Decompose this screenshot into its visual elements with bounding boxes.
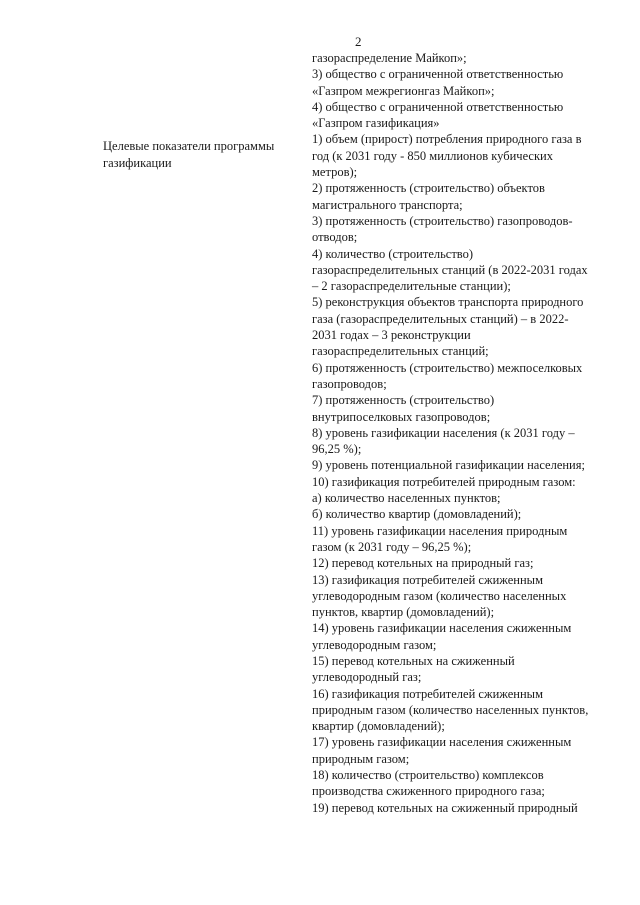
- list-line: 3) общество с ограниченной ответственностью: [312, 67, 564, 82]
- list-line: «Газпром межрегионгаз Майкоп»;: [312, 83, 495, 98]
- list-line: б) количество квартир (домовладений);: [312, 507, 522, 522]
- list-line: метров);: [312, 165, 358, 180]
- list-line: газа (газораспределительных станций) – в 2022-: [312, 311, 569, 326]
- list-line: внутрипоселковых газопроводов;: [312, 409, 491, 424]
- list-line: 10) газификация потребителей природным газом:: [312, 474, 576, 489]
- list-line: пунктов, квартир (домовладений);: [312, 605, 495, 620]
- list-line: 5) реконструкция объектов транспорта природного: [312, 295, 584, 310]
- list-line: 2) протяженность (строительство) объектов: [312, 181, 545, 196]
- list-line: 19) перевод котельных на сжиженный природный: [312, 800, 578, 815]
- target-indicators-list: [312, 50, 602, 816]
- list-line: 12) перевод котельных на природный газ;: [312, 556, 534, 571]
- target-indicators-label: [103, 138, 293, 172]
- list-line: 14) уровень газификации населения сжиженным: [312, 621, 572, 636]
- list-line: 3) протяженность (строительство) газопроводов-: [312, 213, 573, 228]
- page-number: 2: [355, 34, 362, 49]
- list-line: газораспределение Майкоп»;: [312, 51, 467, 65]
- list-line: 8) уровень газификации населения (к 2031 году –: [312, 425, 575, 440]
- list-line: газопроводов;: [312, 376, 387, 391]
- list-line: 4) количество (строительство): [312, 246, 474, 261]
- list-line: год (к 2031 году - 850 миллионов кубических: [312, 148, 553, 163]
- list-line: квартир (домовладений);: [312, 719, 445, 734]
- list-line: углеводородный газ;: [312, 670, 422, 685]
- list-line: природным газом;: [312, 751, 410, 766]
- list-line: 96,25 %);: [312, 442, 362, 457]
- list-line: газом (к 2031 году – 96,25 %);: [312, 539, 472, 554]
- list-line: – 2 газораспределительные станции);: [312, 279, 511, 294]
- list-line: 4) общество с ограниченной ответственностью: [312, 99, 564, 114]
- section-heading-line: газификации: [103, 156, 172, 170]
- list-line: 2031 годах – 3 реконструкции: [312, 328, 471, 343]
- list-line: 6) протяженность (строительство) межпоселковых: [312, 360, 583, 375]
- list-line: 18) количество (строительство) комплексов: [312, 768, 544, 783]
- list-line: 9) уровень потенциальной газификации населения;: [312, 458, 585, 473]
- list-line: 16) газификация потребителей сжиженным: [312, 686, 543, 701]
- list-line: магистрального транспорта;: [312, 197, 463, 212]
- list-line: 1) объем (прирост) потребления природного газа в: [312, 132, 582, 147]
- list-line: 17) уровень газификации населения сжиженным: [312, 735, 572, 750]
- list-line: углеводородным газом;: [312, 637, 437, 652]
- list-line: газораспределительных станций (в 2022-2031 годах: [312, 262, 588, 277]
- list-line: газораспределительных станций;: [312, 344, 489, 359]
- list-line: отводов;: [312, 230, 358, 245]
- list-line: 13) газификация потребителей сжиженным: [312, 572, 543, 587]
- list-line: 11) уровень газификации населения природным: [312, 523, 568, 538]
- list-line: углеводородным газом (количество населенных: [312, 588, 567, 603]
- section-heading-line: Целевые показатели программы: [103, 139, 275, 153]
- list-line: «Газпром газификация»: [312, 116, 440, 131]
- list-line: 7) протяженность (строительство): [312, 393, 495, 408]
- list-line: производства сжиженного природного газа;: [312, 784, 545, 799]
- list-line: а) количество населенных пунктов;: [312, 491, 501, 506]
- list-line: природным газом (количество населенных пунктов,: [312, 702, 589, 717]
- list-line: 15) перевод котельных на сжиженный: [312, 653, 515, 668]
